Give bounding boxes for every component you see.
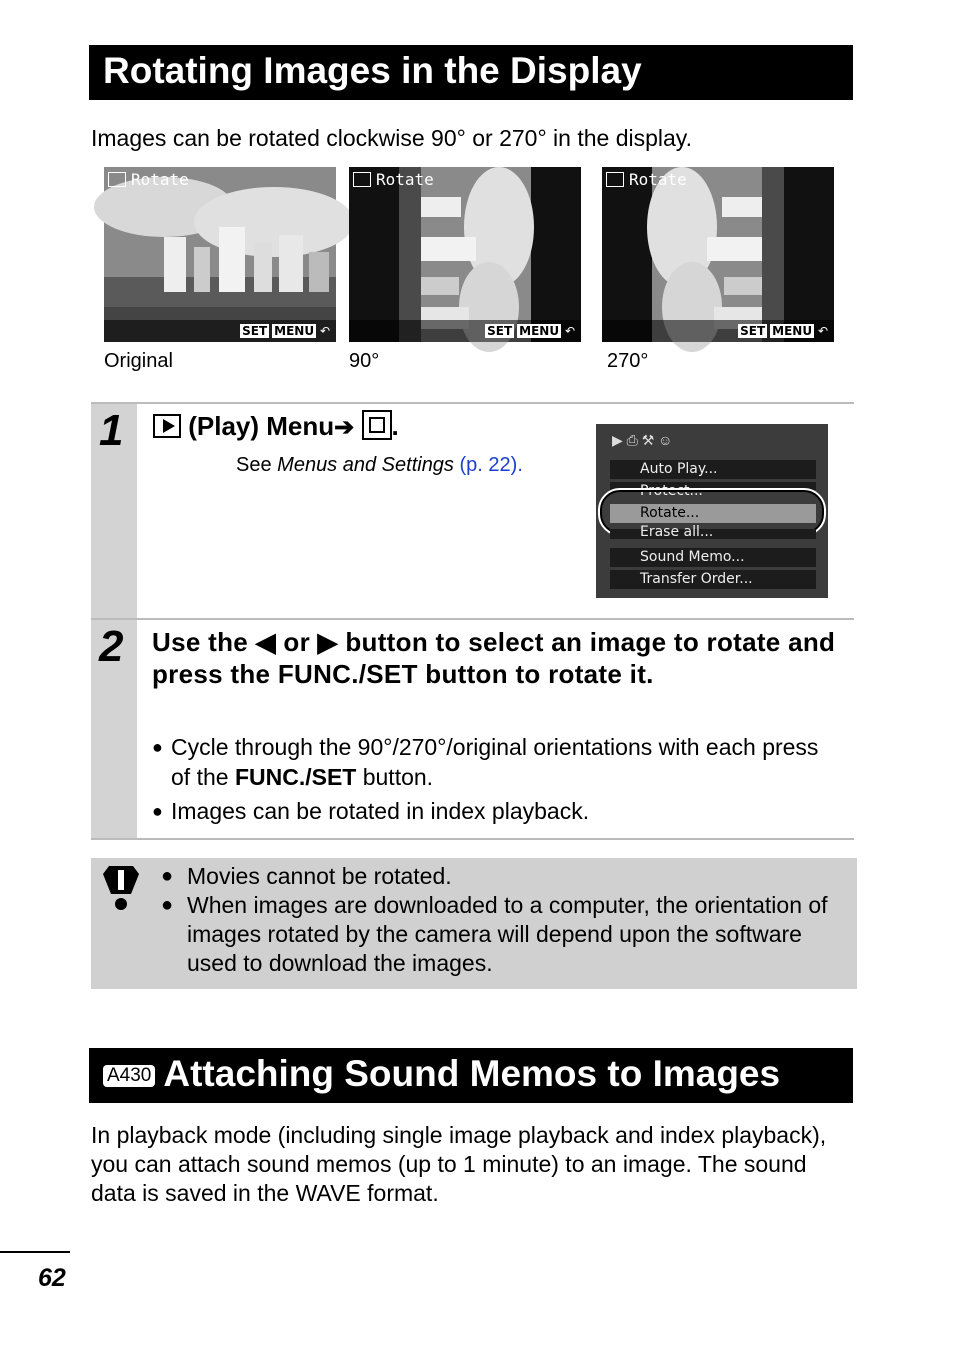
- model-badge: A430: [103, 1065, 155, 1087]
- section-title-text: Rotating Images in the Display: [103, 50, 642, 91]
- play-icon: [153, 414, 181, 438]
- screen-footer: SET MENU ↶: [349, 320, 581, 342]
- caution-item: ● When images are downloaded to a computer, the orientation of images rotated by the camera will depend upon the software used to download the images.: [161, 891, 841, 978]
- menu-item: Protect...: [610, 482, 816, 490]
- page-number-rule: [0, 1251, 70, 1253]
- city-skyline-rotated-90-image: [349, 167, 581, 342]
- left-arrow-icon: ◀: [255, 627, 276, 657]
- menu-tab-icons: ▶ ⎙ ⚒ ☺: [612, 432, 673, 448]
- screen-90: [349, 167, 581, 342]
- step-number-bar: [91, 620, 137, 838]
- sound-memo-description: In playback mode (including single image playback and index playback), you can attach sound memos (up to 1 minute) to an image. The sound data is saved in the WAVE format.: [91, 1122, 827, 1206]
- arrow-right-icon: ➔: [334, 414, 355, 441]
- caption-90: 90°: [349, 350, 380, 372]
- page-link[interactable]: (p. 22): [459, 454, 518, 476]
- menu-item: Erase all...: [610, 529, 816, 539]
- city-skyline-rotated-270-image: [602, 167, 834, 342]
- screen-270: [602, 167, 834, 342]
- step-2: [91, 618, 854, 840]
- screen-original: [104, 167, 336, 342]
- section-title-sound-memos: [89, 1048, 853, 1103]
- return-icon: ↶: [817, 324, 828, 338]
- camera-menu-screenshot: [596, 424, 828, 598]
- page-number: 62: [38, 1264, 66, 1292]
- caution-icon: [97, 864, 145, 912]
- city-skyline-image: [104, 167, 336, 342]
- section-title-text: Attaching Sound Memos to Images: [163, 1053, 781, 1094]
- menu-item: Sound Memo...: [610, 548, 816, 567]
- intro-text: Images can be rotated clockwise 90° or 270° in the display.: [91, 125, 692, 151]
- rotate-menu-icon: [362, 410, 392, 440]
- return-icon: ↶: [564, 324, 575, 338]
- caption-original: Original: [104, 350, 173, 372]
- step-number-bar: [91, 404, 137, 618]
- step-number: 1: [99, 406, 124, 455]
- step-2-bullets: [152, 732, 842, 826]
- rotate-icon: [108, 172, 126, 187]
- caption-270: 270°: [607, 350, 649, 372]
- caution-list: [161, 862, 841, 978]
- screen-hud: Rotate: [108, 170, 189, 189]
- bullet-item: ● Images can be rotated in index playback.: [152, 796, 842, 826]
- rotate-icon: [606, 172, 624, 187]
- step-1-heading: (Play) Menu➔ .: [153, 410, 399, 442]
- screen-hud: Rotate: [606, 170, 687, 189]
- caution-note: [91, 858, 857, 989]
- screen-hud: Rotate: [353, 170, 434, 189]
- step-1-reference: See Menus and Settings (p. 22).: [236, 454, 523, 476]
- screen-footer: SET MENU ↶: [602, 320, 834, 342]
- step-number: 2: [99, 622, 124, 671]
- menu-item: Auto Play...: [610, 460, 816, 479]
- return-icon: ↶: [319, 324, 330, 338]
- menu-item-selected: Rotate...: [610, 504, 816, 523]
- menu-item: Transfer Order...: [610, 570, 816, 589]
- screen-footer: SET MENU ↶: [104, 320, 336, 342]
- section-title-rotating: [89, 45, 853, 100]
- step-2-heading: Use the ◀ or ▶ button to select an image to rotate and press the FUNC./SET button to rotate it.: [152, 627, 836, 689]
- right-arrow-icon: ▶: [317, 627, 338, 657]
- bullet-item: ● Cycle through the 90°/270°/original orientations with each press of the FUNC./SET button.: [152, 732, 842, 792]
- caution-item: ● Movies cannot be rotated.: [161, 862, 841, 891]
- rotate-icon: [353, 172, 371, 187]
